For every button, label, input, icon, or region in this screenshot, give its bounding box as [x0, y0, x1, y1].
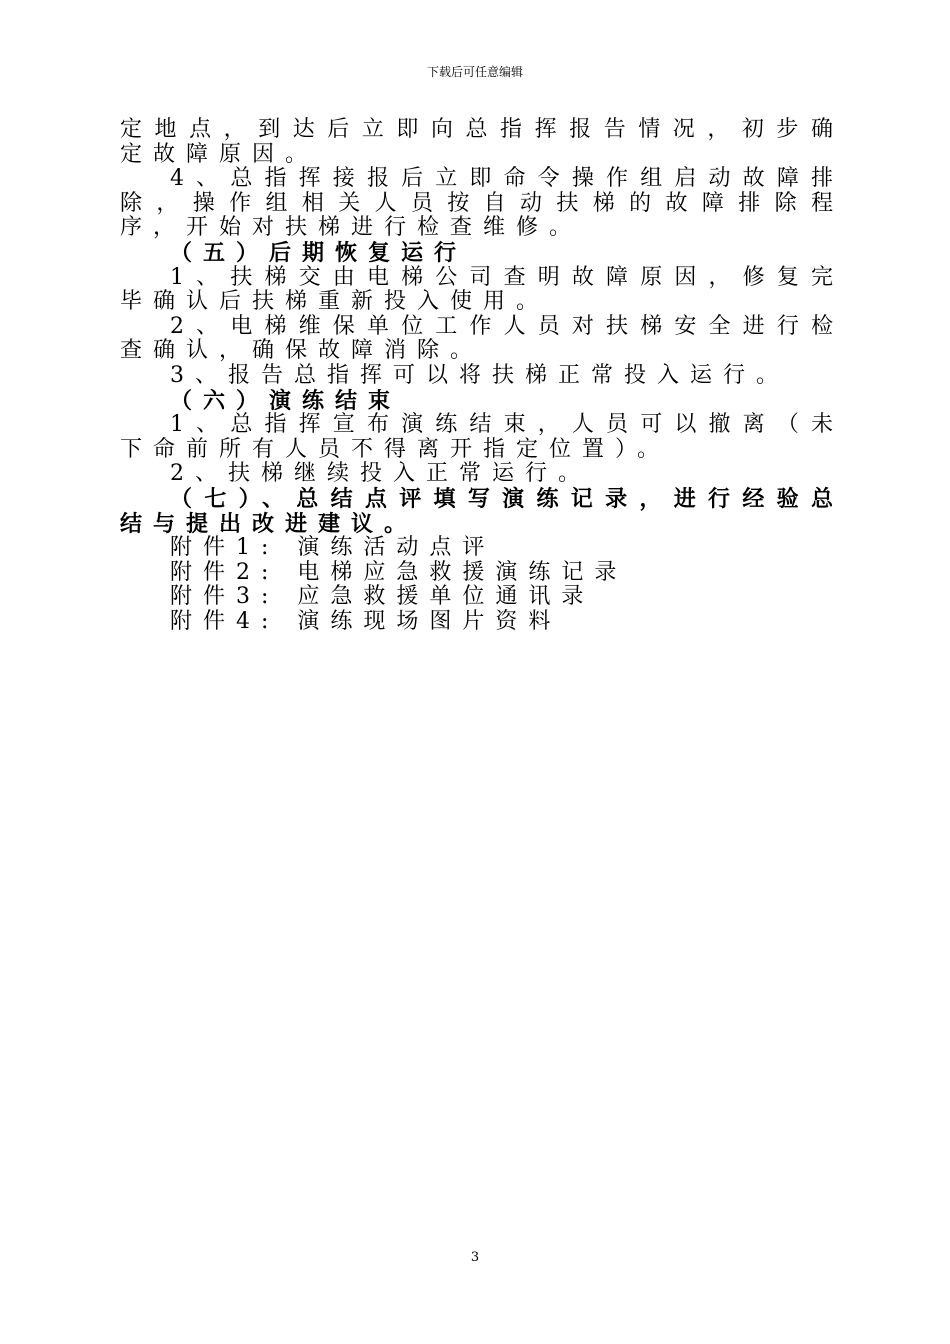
document-body [120, 118, 844, 634]
attachment-4: 附件4: 演练现场图片资料 [170, 608, 562, 634]
paragraph-5-1: 1、扶梯交由电梯公司查明故障原因，修复完毕确认后扶梯重新投入使用。 [120, 264, 844, 315]
paragraph-step-4: 4、总指挥接报后立即命令操作组启动故障排除，操作组相关人员按自动扶梯的故障排除程序，开始对扶梯进行检查维修。 [120, 166, 844, 241]
page-header: 下载后可任意编辑 [426, 65, 523, 79]
attachment-1: 附件1: 演练活动点评 [170, 535, 496, 561]
section-heading-7: （七）、总结点评填写演练记录，进行经验总结与提出改进建议。 [120, 485, 844, 537]
paragraph-continuation: 定地点，到达后立即向总指挥报告情况，初步确定故障原因。 [120, 117, 844, 167]
paragraph-5-3: 3、报告总指挥可以将扶梯正常投入运行。 [170, 362, 789, 388]
paragraph-5-2: 2、电梯维保单位工作人员对扶梯安全进行检查确认，确保故障消除。 [120, 313, 844, 364]
section-heading-5: （五）后期恢复运行 [170, 239, 468, 266]
paragraph-6-1: 1、总指挥宣布演练结束，人员可以撤离（未下命前所有人员不得离开指定位置）。 [120, 412, 844, 462]
paragraph-6-2: 2、扶梯继续投入正常运行。 [170, 461, 591, 487]
section-heading-6: （六）演练结束 [170, 387, 402, 414]
page-number: 3 [470, 1250, 480, 1265]
attachment-2: 附件2: 电梯应急救援演练记录 [170, 559, 628, 585]
attachment-3: 附件3: 应急救援单位通讯录 [170, 584, 595, 610]
